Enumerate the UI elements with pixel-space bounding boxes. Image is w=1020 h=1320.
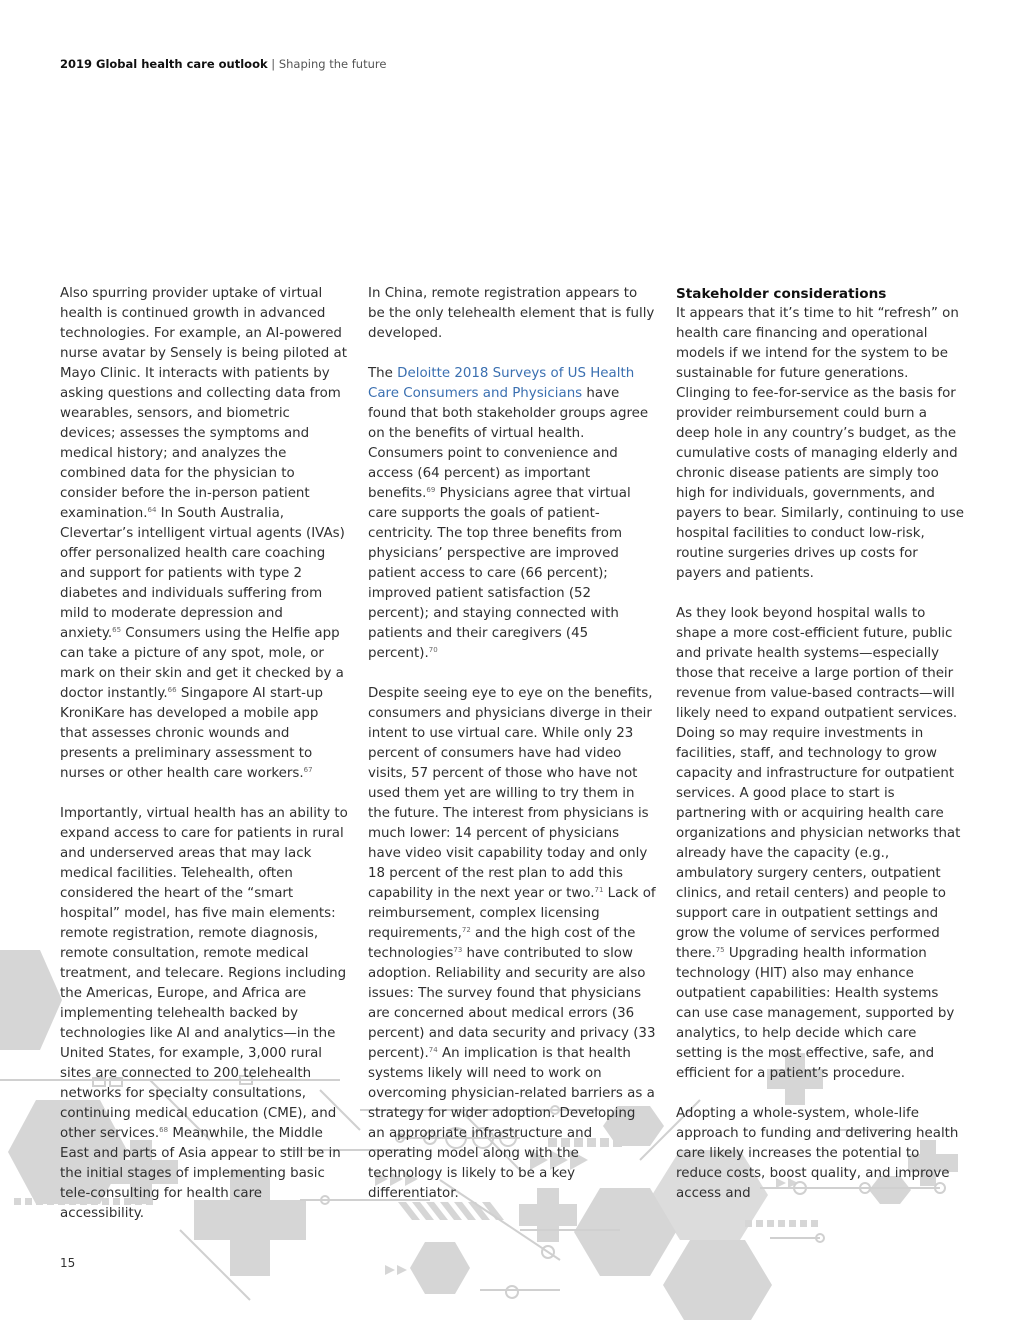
col2-p3-text-a: Despite seeing eye to eye on the benefits, consumers and physicians diverge in their intent to use virtual care. While only 23 percent of consumers have had video visits, 57 percent of those who have not used them yet are willing to try them in the future. The interest from physicians is much lower: 14 percent of physicians have video visit capability today and only 18 percent of the rest plan to add this capability in the next year or two. (368, 686, 653, 901)
col1-paragraph-1 (60, 284, 348, 784)
section-heading: Stakeholder considerations (676, 286, 887, 302)
col2-p3-text-e: An implication is that health systems likely will need to work on overcoming physician-related barriers as a strategy for wider adoption. Developing an appropriate infrastructure and operating model along with the technology is likely to be a key differentiator. (368, 1046, 655, 1201)
footnote-ref-66: 66 (167, 686, 177, 694)
running-header (60, 57, 386, 71)
footnote-ref-75: 75 (715, 946, 725, 954)
col1-p1-text-d: Singapore AI start-up KroniKare has developed a mobile app that assesses chronic wounds and presents a preliminary assessment to nurses or other health care workers. (60, 686, 324, 781)
col1-p2-text-a: Importantly, virtual health has an ability to expand access to care for patients in rural and underserved areas that may lack medical facilities. Telehealth, often considered the heart of the “smart hospital” model, has five main elements: remote registration, remote diagnosis, remote consultation, remote medical treatment, and telecare. Regions including the Americas, Europe, and Africa are implementing telehealth backed by technologies like AI and analytics—in the United States, for example, 3,000 rural sites are connected to 200 telehealth networks for specialty consultations, continuing medical education (CME), and other services. (60, 806, 348, 1141)
col1-p2-text-b: Meanwhile, the Middle East and parts of Asia appear to still be in the initial stages of implementing basic tele-consulting for health care accessibility. (60, 1126, 341, 1221)
col1-p1-text-c: Consumers using the Helfie app can take a picture of any spot, mole, or mark on their skin and get it checked by a doctor instantly. (60, 626, 344, 701)
col1-paragraph-2 (60, 804, 348, 1224)
footnote-ref-65: 65 (112, 626, 122, 634)
footnote-ref-69: 69 (426, 486, 436, 494)
col2-p3-text-b: Lack of reimbursement, complex licensing requirements, (368, 886, 656, 941)
footnote-ref-67: 67 (303, 766, 313, 774)
col2-p2-text-pre: The (368, 366, 398, 381)
col1-p1-text-a: Also spurring provider uptake of virtual health is continued growth in advanced technologies. For example, an AI-powered nurse avatar by Sensely is being piloted at Mayo Clinic. It interacts with patients by asking questions and collecting data from wearables, sensors, and biometric devices; assesses the symptoms and medical history; and analyzes the combined data for the physician to consider before the in-person patient examination. (60, 286, 348, 521)
header-separator: | (267, 57, 279, 71)
footnote-ref-73: 73 (453, 946, 463, 954)
col3-p2-text-b: Upgrading health information technology (HIT) also may enhance outpatient capabilities: Health systems can use case management, supported by analytics, to help decide which care setting is the most effective, safe, and efficient for a patient’s procedure. (676, 946, 955, 1081)
footnote-ref-74: 74 (428, 1046, 438, 1054)
footnote-ref-72: 72 (461, 926, 471, 934)
column-3 (676, 284, 964, 1224)
deloitte-surveys-link[interactable]: Deloitte 2018 Surveys of US Health Care Consumers and Physicians (368, 366, 635, 401)
col3-p2-text-a: As they look beyond hospital walls to shape a more cost-efficient future, public and private health systems—especially those that receive a large portion of their revenue from value-based contracts—will likely need to expand outpatient services. Doing so may require investments in facilities, staff, and technology to grow capacity and infrastructure for outpatient services. A good place to start is partnering with or acquiring health care organizations and physician networks that already have the capacity (e.g., ambulatory surgery centers, outpatient clinics, and retail centers) and people to support care in outpatient settings and grow the volume of services performed there. (676, 606, 961, 961)
footnote-ref-64: 64 (147, 506, 157, 514)
col2-paragraph-3 (368, 684, 656, 1204)
header-subtitle: Shaping the future (278, 57, 387, 71)
col3-paragraph-2 (676, 604, 964, 1084)
col2-p3-text-c: and the high cost of the technologies (368, 926, 636, 961)
col2-p2-text-a: have found that both stakeholder groups agree on the benefits of virtual health. Consumers point to convenience and access (64 percent) as important benefits. (368, 386, 649, 501)
column-2 (368, 284, 656, 1224)
col1-p1-text-b: In South Australia, Clevertar’s intelligent virtual agents (IVAs) offer personalized health care coaching and support for patients with type 2 diabetes and individuals suffering from mild to moderate depression and anxiety. (60, 506, 345, 641)
footnote-ref-68: 68 (159, 1126, 169, 1134)
col2-p3-text-d: have contributed to slow adoption. Reliability and security are also issues: The survey found that physicians are concerned about medical errors (36 percent) and data security and privacy (33 percent). (368, 946, 656, 1061)
col3-paragraph-3: Adopting a whole-system, whole-life approach to funding and delivering health care likely increases the potential to reduce costs, boost quality, and improve access and (676, 1106, 959, 1201)
header-title: 2019 Global health care outlook (60, 57, 268, 71)
col2-paragraph-1: In China, remote registration appears to be the only telehealth element that is fully developed. (368, 286, 655, 341)
col2-paragraph-2 (368, 364, 656, 664)
column-1 (60, 284, 348, 1244)
col3-paragraph-1: It appears that it’s time to hit “refresh” on health care financing and operational models if we intend for the system to be sustainable for future generations. Clinging to fee-for-service as the basis for provider reimbursement could burn a deep hole in any country’s budget, as the cumulative costs of managing elderly and chronic disease patients are simply too high for individuals, governments, and payers to bear. Similarly, continuing to use hospital facilities to conduct low-risk, routine surgeries drives up costs for payers and patients. (676, 306, 964, 581)
page-number: 15 (60, 1256, 76, 1270)
col2-p2-text-b: Physicians agree that virtual care supports the goals of patient-centricity. The top three benefits from physicians’ perspective are improved patient access to care (66 percent); improved patient satisfaction (52 percent); and staying connected with patients and their caregivers (45 percent). (368, 486, 631, 661)
footnote-ref-71: 71 (594, 886, 604, 894)
footnote-ref-70: 70 (428, 646, 438, 654)
